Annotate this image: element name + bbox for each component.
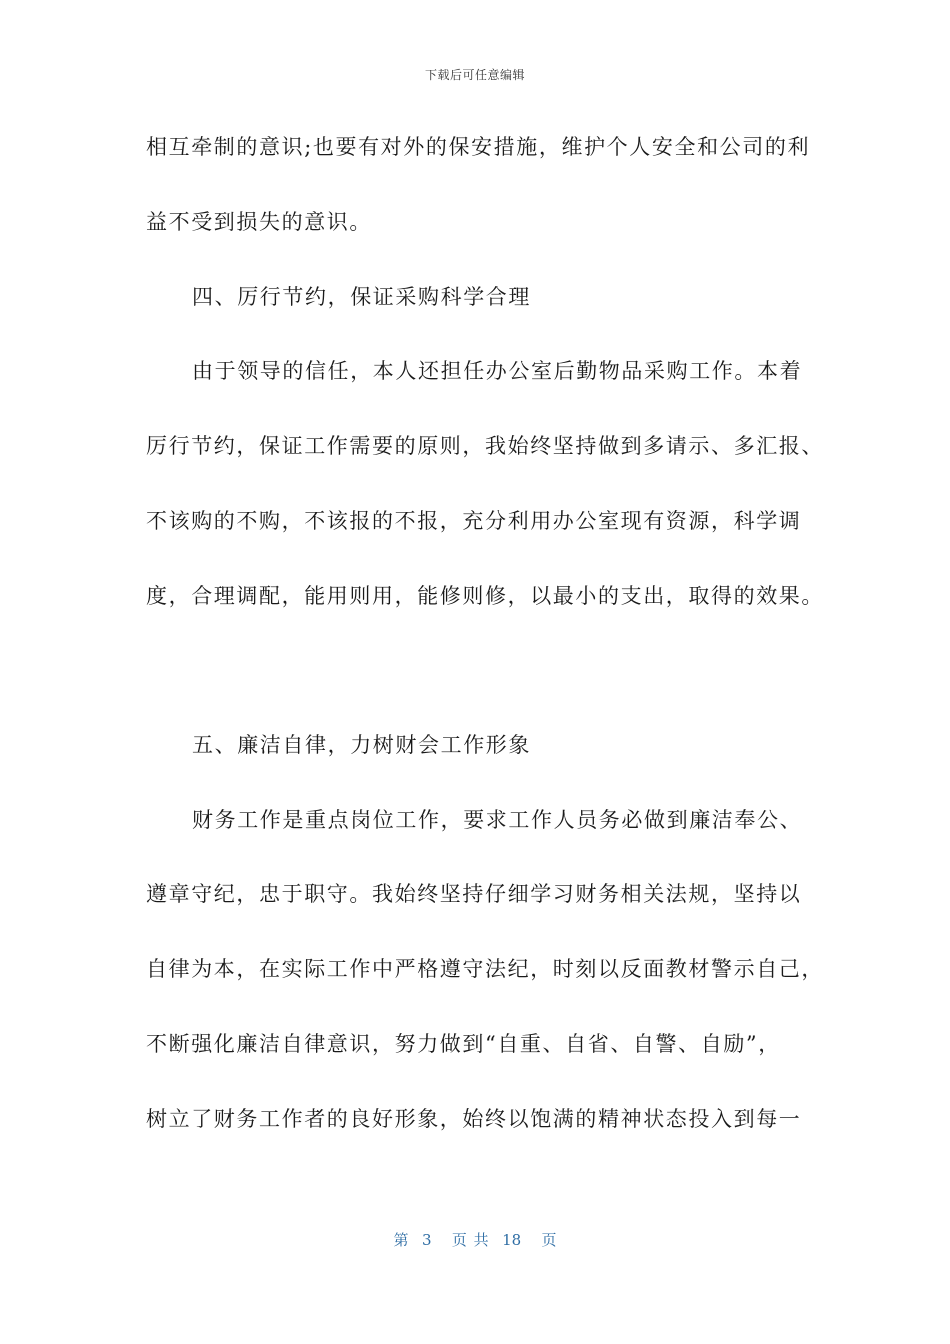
section-heading: 四、厉行节约，保证采购科学合理 xyxy=(192,285,531,309)
body-line: 自律为本，在实际工作中严格遵守法纪，时刻以反面教材警示自己， xyxy=(146,957,824,981)
body-line: 不该购的不购，不该报的不报，充分利用办公室现有资源，科学调 xyxy=(146,509,802,533)
section-heading: 五、廉洁自律，力树财会工作形象 xyxy=(192,733,531,757)
body-line: 相互牵制的意识;也要有对外的保安措施，维护个人安全和公司的利 xyxy=(146,135,811,159)
body-line: 厉行节约，保证工作需要的原则，我始终坚持做到多请示、多汇报、 xyxy=(146,434,824,458)
body-line: 益不受到损失的意识。 xyxy=(146,210,372,234)
body-line: 遵章守纪，忠于职守。我始终坚持仔细学习财务相关法规，坚持以 xyxy=(146,882,802,906)
body-line: 树立了财务工作者的良好形象，始终以饱满的精神状态投入到每一 xyxy=(146,1107,802,1131)
page-number-footer: 第 3 页 共 18 页 xyxy=(393,1231,557,1249)
body-line: 由于领导的信任，本人还担任办公室后勤物品采购工作。本着 xyxy=(192,359,803,383)
body-line: 财务工作是重点岗位工作，要求工作人员务必做到廉洁奉公、 xyxy=(192,808,803,832)
body-line: 度，合理调配，能用则用，能修则修，以最小的支出，取得的效果。 xyxy=(146,584,824,608)
body-line: 不断强化廉洁自律意识，努力做到“自重、自省、自警、自励”， xyxy=(146,1032,781,1056)
page-header: 下载后可任意编辑 xyxy=(424,68,525,82)
